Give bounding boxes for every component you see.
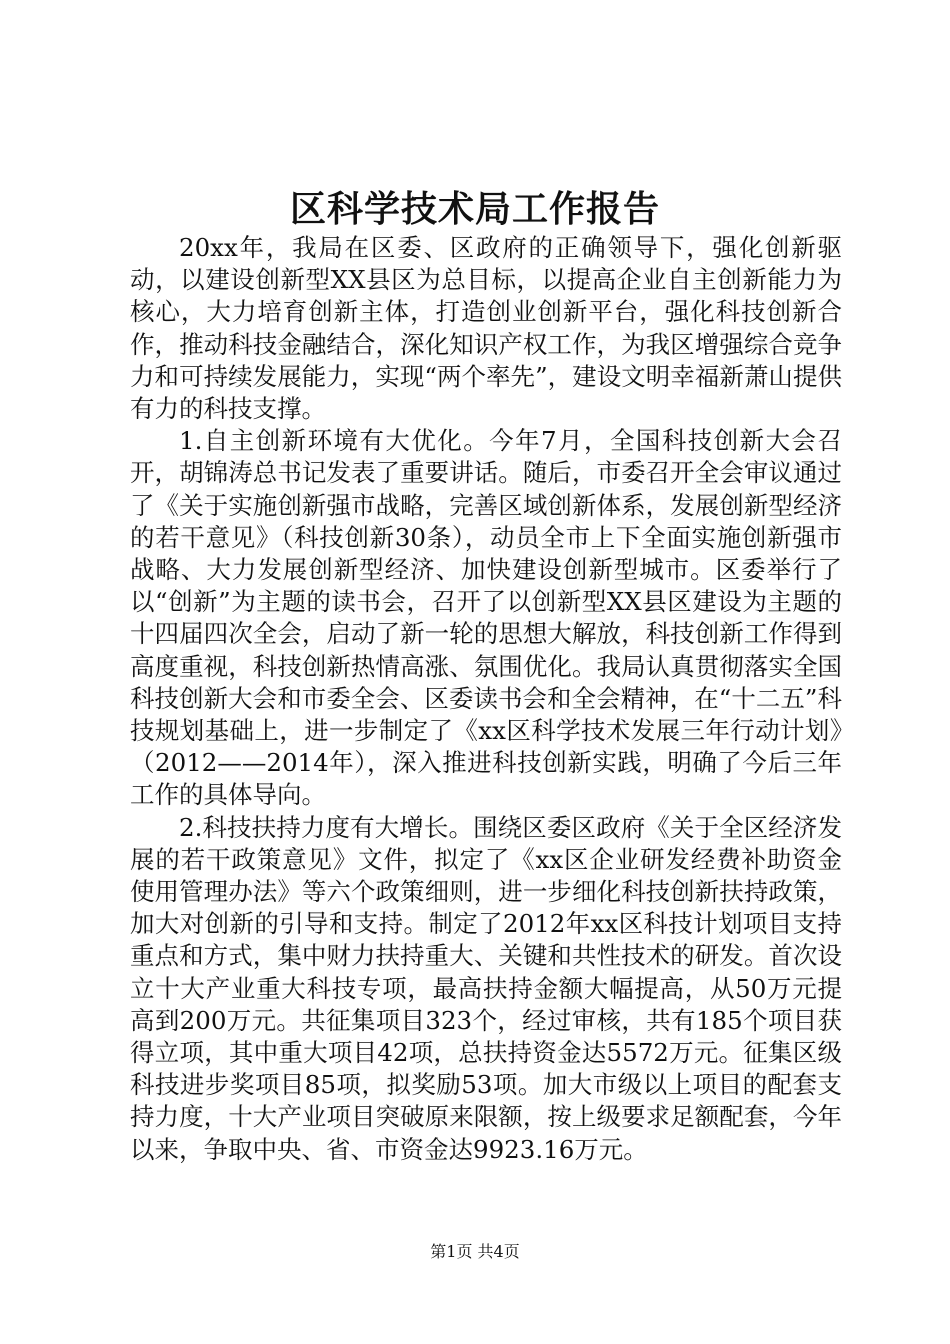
section-2-paragraph: 2.科技扶持力度有大增长。围绕区委区政府《关于全区经济发展的若干政策意见》文件，拟定了《xx区企业研发经费补助资金使用管理办法》等六个政策细则，进一步细化科技创新扶持政策，加大对创新的引导和支持。制定了2012年xx区科技计划项目支持重点和方式，集中财力扶持重大、关键和共性技术的研发。首次设立十大产业重大科技专项，最高扶持金额大幅提高，从50万元提高到200万元。共征集项目323个，经过审核，共有185个项目获得立项，其中重大项目42项，总扶持资金达5572万元。征集区级科技进步奖项目85项，拟奖励53项。加大市级以上项目的配套支持力度，十大产业项目突破原来限额，按上级要求足额配套，今年以来，争取中央、省、市资金达9923.16万元。 xyxy=(130,812,842,1164)
intro-paragraph: 20xx年，我局在区委、区政府的正确领导下，强化创新驱动，以建设创新型XX县区为总目标，以提高企业自主创新能力为核心，大力培育创新主体，打造创业创新平台，强化科技创新合作，推动科技金融结合，深化知识产权工作，为我区增强综合竞争力和可持续发展能力，实现“两个率先”，建设文明幸福新萧山提供有力的科技支撑。 xyxy=(130,233,842,424)
section-1-paragraph: 1.自主创新环境有大优化。今年7月，全国科技创新大会召开，胡锦涛总书记发表了重要讲话。随后，市委召开全会审议通过了《关于实施创新强市战略，完善区域创新体系，发展创新型经济的若干意见》（科技创新30条），动员全市上下全面实施创新强市战略、大力发展创新型经济、加快建设创新型城市。区委举行了以“创新”为主题的读书会，召开了以创新型XX县区建设为主题的十四届四次全会，启动了新一轮的思想大解放，科技创新工作得到高度重视，科技创新热情高涨、氛围优化。我局认真贯彻落实全国科技创新大会和市委全会、区委读书会和全会精神，在“十二五”科技规划基础上，进一步制定了《xx区科学技术发展三年行动计划》（2012——2014年），深入推进科技创新实践，明确了今后三年工作的具体导向。 xyxy=(130,426,842,810)
document-body xyxy=(130,232,842,1166)
page-number-footer: 第1页 共4页 xyxy=(430,1242,520,1261)
document-title: 区科学技术局工作报告 xyxy=(289,188,660,230)
